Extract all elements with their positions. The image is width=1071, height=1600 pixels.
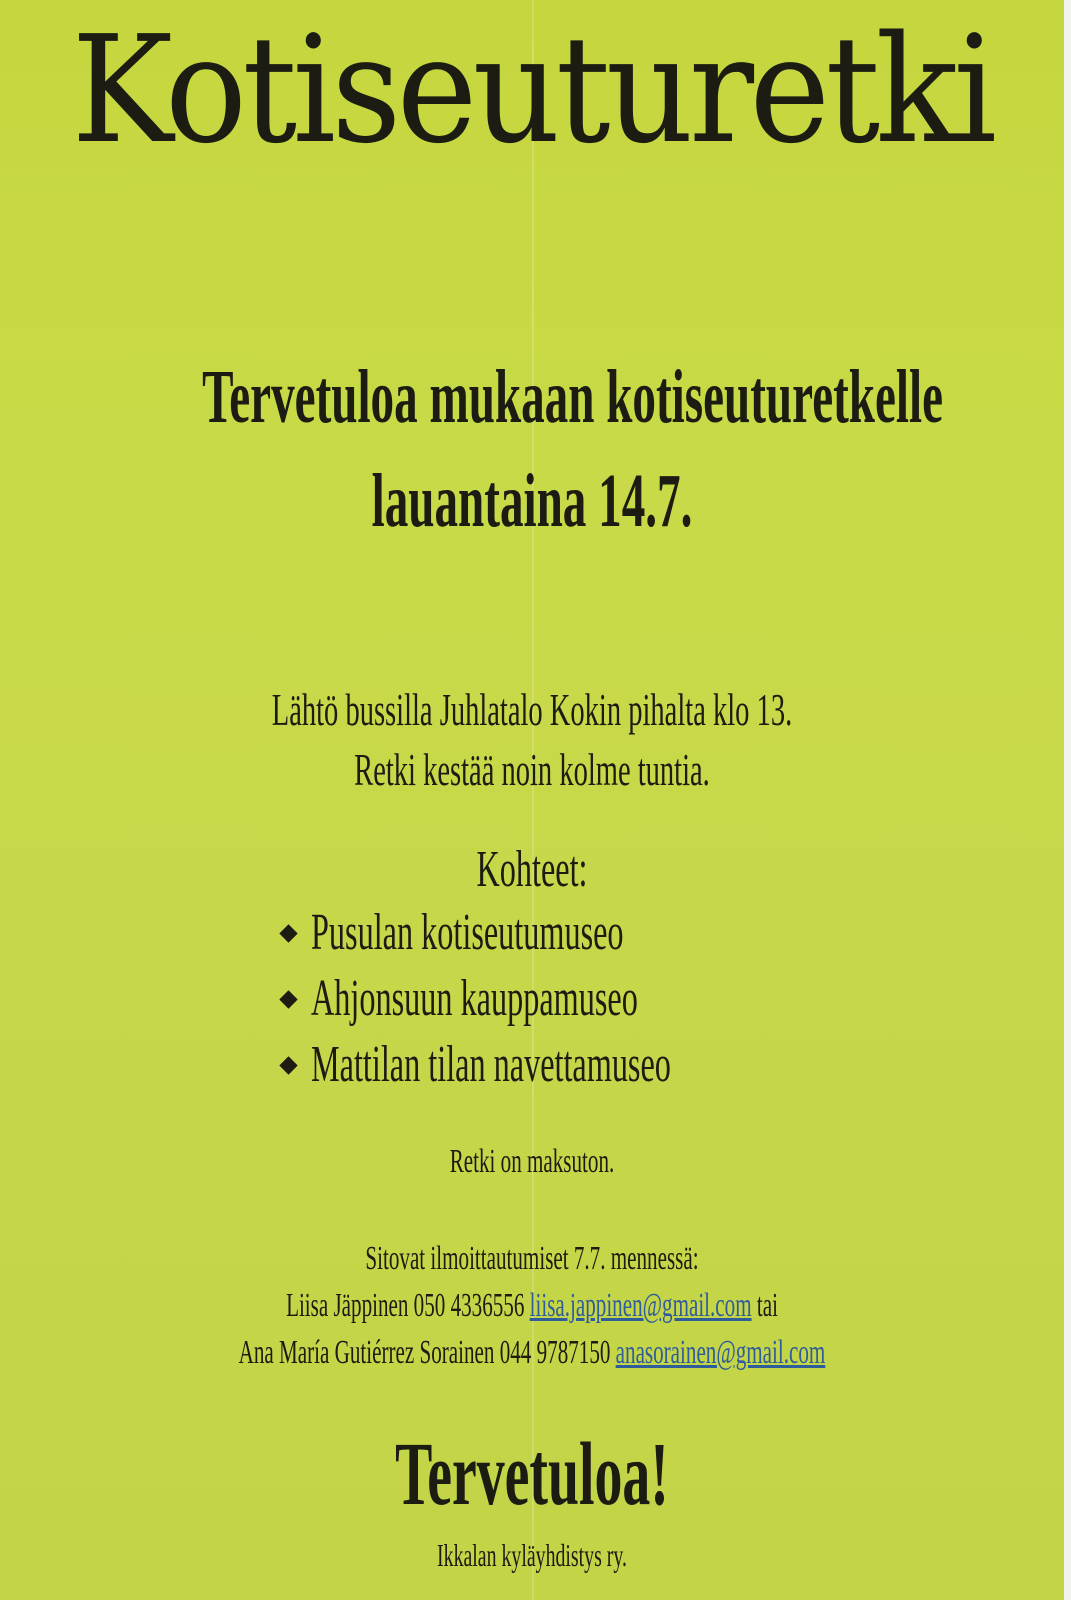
- contact-name: Ana María Gutiérrez Sorainen: [238, 1334, 495, 1371]
- contact-name: Liisa Jäppinen: [286, 1287, 409, 1324]
- headline-line-1: Tervetuloa mukaan kotiseuturetkelle: [202, 355, 944, 439]
- departure-info: [0, 680, 1064, 800]
- registration-info: [0, 1235, 1064, 1376]
- poster-title: Kotiseuturetki: [71, 4, 993, 176]
- contact-phone: 044 9787150: [499, 1334, 611, 1371]
- diamond-bullet-icon: [279, 1056, 297, 1074]
- list-item: [276, 1032, 876, 1098]
- organizer: Ikkalan kyläyhdistys ry.: [437, 1537, 627, 1573]
- destination-label: Pusulan kotiseutumuseo: [311, 904, 624, 961]
- destination-label: Ahjonsuun kauppamuseo: [311, 970, 638, 1027]
- contact-line-2: [202, 1329, 862, 1376]
- departure-line: Lähtö bussilla Juhlatalo Kokin pihalta klo 13.: [271, 684, 793, 735]
- contact-separator: tai: [756, 1287, 778, 1324]
- headline: [0, 345, 1064, 553]
- contact-line-1: [202, 1282, 862, 1329]
- diamond-bullet-icon: [279, 924, 297, 942]
- duration-line: Retki kestää noin kolme tuntia.: [354, 744, 710, 795]
- registration-heading: Sitovat ilmoittautumiset 7.7. mennessä:: [365, 1240, 699, 1277]
- diamond-bullet-icon: [279, 990, 297, 1008]
- welcome-text: Tervetuloa!: [395, 1425, 669, 1524]
- paper-edge: [1064, 0, 1071, 1600]
- email-link[interactable]: anasorainen@gmail.com: [615, 1334, 826, 1371]
- free-notice: Retki on maksuton.: [449, 1143, 615, 1180]
- list-item: [276, 900, 876, 966]
- destination-label: Mattilan tilan navettamuseo: [311, 1036, 671, 1093]
- contact-phone: 050 4336556: [413, 1287, 525, 1324]
- destinations-list: [276, 900, 876, 1098]
- destinations-heading: Kohteet:: [476, 841, 588, 898]
- headline-line-2: lauantaina 14.7.: [371, 459, 693, 543]
- email-link[interactable]: liisa.jappinen@gmail.com: [529, 1287, 752, 1324]
- list-item: [276, 966, 876, 1032]
